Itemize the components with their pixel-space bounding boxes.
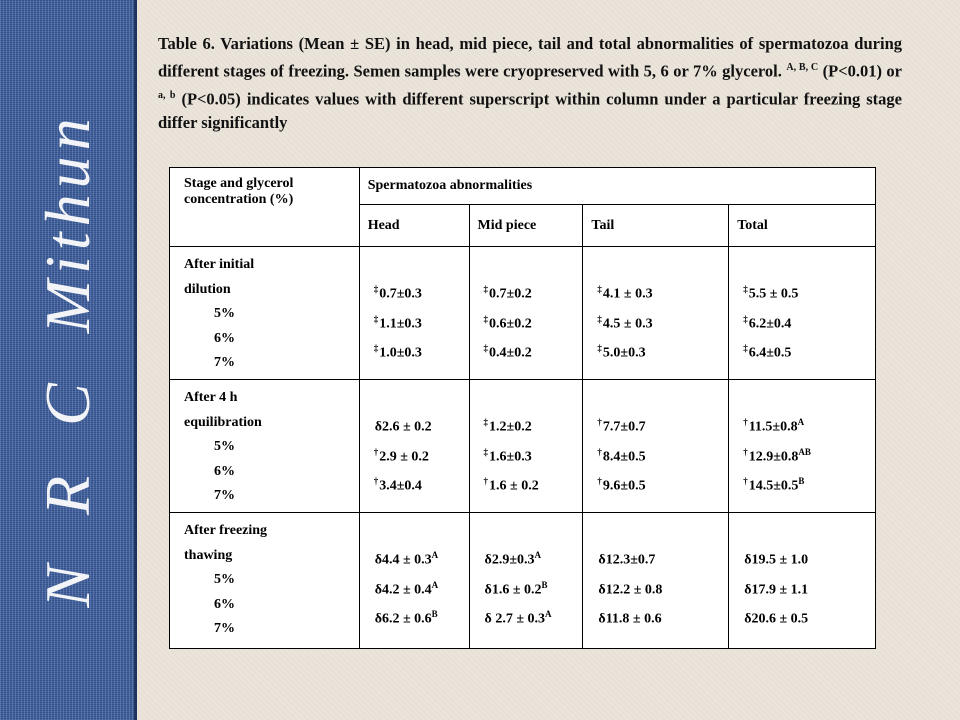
caption-text-3: (P<0.05) indicates values with different superscript within column under a particular freezing stage differ significantly [158, 89, 902, 132]
caption-sup-2: a, b [158, 89, 176, 101]
col-header-head: Head [359, 205, 469, 247]
value-cell-mid [469, 247, 583, 380]
value-text: 11.5±0.8 [748, 419, 798, 435]
significance-mark: † [743, 476, 748, 487]
significance-mark: ‡ [483, 446, 489, 457]
value-line [484, 543, 575, 573]
value-cell-tail [583, 247, 729, 380]
value-text: δ12.3±0.7 [598, 552, 656, 568]
sidebar-panel [0, 0, 137, 720]
value-text: 1.6 ± 0.2 [489, 478, 539, 494]
glycerol-percent: 5% [214, 306, 235, 321]
value-cell-mid [469, 513, 583, 649]
significance-mark: ‡ [743, 284, 748, 294]
value-line [743, 469, 867, 499]
value-text: 4.5 ± 0.3 [602, 316, 653, 332]
stage-header-line-2: concentration (%) [184, 192, 294, 207]
glycerol-percent: 5% [214, 439, 235, 454]
value-line [374, 602, 461, 632]
glycerol-percent: 6% [214, 463, 235, 479]
value-text: δ2.9±0.3 [484, 552, 535, 568]
value-text: δ17.9 ± 1.1 [744, 582, 809, 598]
value-line [374, 440, 461, 470]
value-cell-mid [469, 380, 583, 513]
value-line [374, 307, 461, 337]
significance-mark: ‡ [743, 343, 748, 354]
value-text: 7.7±0.7 [602, 419, 646, 435]
value-line [597, 336, 720, 366]
value-cell-tail [583, 380, 729, 513]
glycerol-percent: 7% [214, 355, 235, 370]
value-superscript: A [431, 579, 439, 590]
value-line [743, 410, 867, 440]
stage-header-line-1: Stage and glycerol [184, 176, 294, 191]
value-superscript: A [431, 550, 439, 560]
significance-mark: ‡ [483, 313, 489, 324]
value-text: 3.4±0.4 [379, 478, 422, 494]
significance-mark: ‡ [743, 313, 748, 324]
col-header-total: Total [729, 205, 876, 247]
significance-mark: † [597, 446, 602, 457]
value-line [597, 440, 720, 470]
value-cell-head [359, 513, 469, 649]
value-text: 0.7±0.3 [379, 286, 422, 302]
value-text: 9.6±0.5 [602, 478, 646, 494]
stage-label: thawing [184, 547, 233, 563]
stage-cell [170, 513, 360, 649]
significance-mark: † [373, 476, 379, 487]
stage-label: After freezing [184, 523, 268, 538]
significance-mark: ‡ [597, 313, 602, 324]
value-line [597, 410, 720, 440]
value-cell-total [729, 380, 876, 513]
value-text: δ11.8 ± 0.6 [598, 611, 662, 627]
value-text: 2.9 ± 0.2 [379, 449, 429, 465]
value-text: 12.9±0.8 [748, 449, 799, 465]
value-line [743, 602, 867, 632]
value-line [743, 573, 867, 603]
value-line [743, 307, 867, 337]
significance-mark: ‡ [373, 343, 379, 354]
value-line [484, 277, 575, 307]
value-text: 0.7±0.2 [489, 286, 532, 302]
value-line [374, 410, 461, 440]
value-cell-total [729, 247, 876, 380]
caption-text-2: (P<0.01) or [818, 61, 902, 81]
value-line [484, 307, 575, 337]
value-text: δ12.2 ± 0.8 [598, 582, 663, 598]
significance-mark: † [483, 476, 489, 487]
value-line [597, 277, 720, 307]
value-text: 5.0±0.3 [602, 345, 646, 361]
value-text: 4.1 ± 0.3 [602, 286, 653, 302]
value-text: δ4.2 ± 0.4 [374, 582, 432, 598]
value-line [743, 440, 867, 470]
value-text: δ1.6 ± 0.2 [484, 582, 542, 598]
significance-mark: ‡ [373, 313, 379, 324]
value-line [597, 602, 720, 632]
value-line [484, 573, 575, 603]
value-text: 1.1±0.3 [379, 316, 422, 332]
value-line [374, 336, 461, 366]
value-text: 1.0±0.3 [379, 345, 422, 361]
glycerol-percent: 7% [214, 621, 235, 636]
significance-mark: ‡ [373, 284, 379, 294]
value-text: δ20.6 ± 0.5 [744, 611, 809, 627]
value-text: 5.5 ± 0.5 [748, 286, 799, 302]
value-line [597, 543, 720, 573]
value-line [484, 469, 575, 499]
table-row [170, 513, 876, 649]
value-line [374, 573, 461, 603]
table-body [170, 247, 876, 649]
glycerol-percent: 6% [214, 596, 235, 612]
value-superscript: A [797, 417, 805, 427]
value-line [374, 277, 461, 307]
stage-label: After 4 h [184, 390, 238, 405]
group-header [359, 168, 875, 205]
significance-mark: ‡ [483, 417, 489, 427]
stage-label: equilibration [184, 414, 262, 430]
stage-cell [170, 247, 360, 380]
stage-label: After initial [184, 257, 255, 272]
value-cell-total [729, 513, 876, 649]
significance-mark: ‡ [483, 284, 489, 294]
glycerol-percent: 5% [214, 572, 235, 587]
significance-mark: † [597, 476, 602, 487]
value-line [597, 469, 720, 499]
value-text: δ4.4 ± 0.3 [374, 552, 432, 568]
significance-mark: ‡ [597, 284, 602, 294]
value-text: 6.4±0.5 [748, 345, 792, 361]
value-superscript: A [545, 609, 552, 620]
value-cell-head [359, 247, 469, 380]
col-header-mid-piece: Mid piece [469, 205, 583, 247]
table-caption [158, 32, 902, 135]
significance-mark: † [743, 446, 748, 457]
value-text: 14.5±0.5 [748, 478, 799, 494]
value-text: 1.2±0.2 [489, 419, 532, 435]
value-line [374, 543, 461, 573]
glycerol-percent: 7% [214, 488, 235, 503]
value-text: 0.4±0.2 [489, 345, 532, 361]
significance-mark: ‡ [597, 343, 602, 354]
significance-mark: † [597, 417, 602, 427]
table-row [170, 247, 876, 380]
value-text: δ 2.7 ± 0.3 [484, 611, 545, 627]
glycerol-percent: 6% [214, 330, 235, 346]
value-superscript: B [431, 609, 438, 620]
value-line [597, 573, 720, 603]
value-text: 1.6±0.3 [489, 449, 532, 465]
value-line [374, 469, 461, 499]
value-line [484, 410, 575, 440]
value-cell-head [359, 380, 469, 513]
significance-mark: † [743, 417, 748, 427]
value-cell-tail [583, 513, 729, 649]
group-header-label: Spermatozoa abnormalities [367, 178, 533, 194]
value-superscript: B [798, 476, 805, 487]
stage-label: dilution [184, 281, 231, 297]
value-superscript: B [541, 579, 548, 590]
caption-sup-1: A, B, C [786, 62, 819, 73]
value-superscript: A [534, 550, 541, 560]
stage-column-header [170, 168, 360, 247]
col-header-tail: Tail [583, 205, 729, 247]
table-row [170, 380, 876, 513]
caption-text-1: Table 6. Variations (Mean ± SE) in head, mid piece, tail and total abnormalities of spermatozoa during different stages of freezing. Semen samples were cryopreserved with 5, 6 or 7% glycerol. [158, 34, 902, 81]
value-line [484, 336, 575, 366]
value-line [484, 602, 575, 632]
value-text: δ6.2 ± 0.6 [374, 611, 432, 627]
value-line [743, 277, 867, 307]
stage-cell [170, 380, 360, 513]
significance-mark: † [373, 446, 379, 457]
value-text: δ2.6 ± 0.2 [374, 419, 432, 435]
value-text: 6.2±0.4 [748, 316, 792, 332]
value-text: 0.6±0.2 [489, 316, 532, 332]
sidebar-vertical-title: N R C Mithun [32, 112, 103, 608]
value-line [743, 543, 867, 573]
value-line [743, 336, 867, 366]
abnormalities-table [169, 167, 876, 649]
value-line [597, 307, 720, 337]
value-text: δ19.5 ± 1.0 [744, 552, 809, 568]
value-text: 8.4±0.5 [602, 449, 646, 465]
value-line [484, 440, 575, 470]
value-superscript: AB [798, 446, 811, 457]
significance-mark: ‡ [483, 343, 489, 354]
